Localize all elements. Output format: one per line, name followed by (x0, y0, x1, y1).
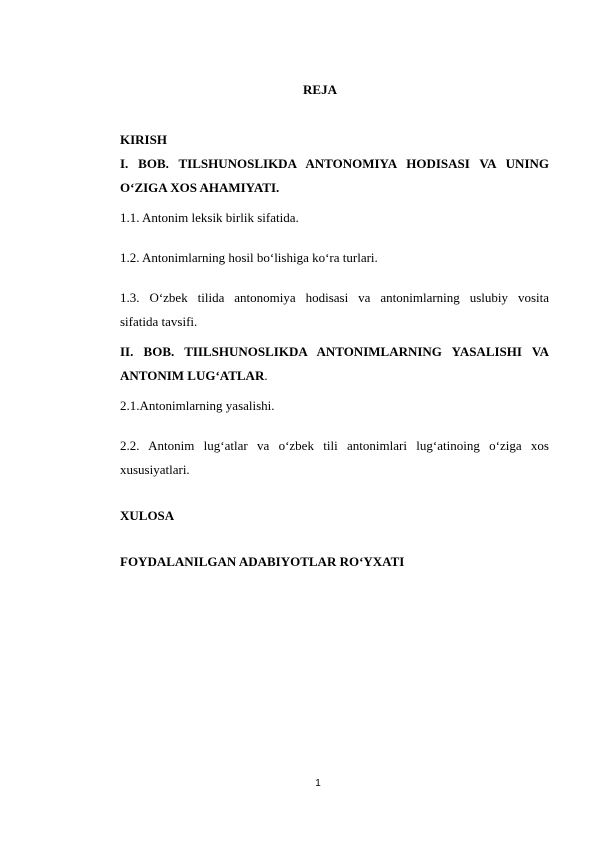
toc-chapter-1-line-1: I. BOB. TILSHUNOSLIKDA ANTONOMIYA HODISASI VA UNING (120, 156, 549, 171)
toc-chapter-2-line-1: II. BOB. TIILSHUNOSLIKDA ANTONIMLARNING YASALISHI VA (120, 344, 549, 359)
table-of-contents (120, 128, 549, 574)
toc-references: FOYDALANILGAN ADABIYOTLAR RO‘YXATI (120, 554, 405, 569)
toc-chapter-2-line-2 (120, 364, 549, 388)
toc-chapter-2-line-2-tail: . (264, 368, 268, 383)
toc-section-2-2-line-2: xususiyatlari. (120, 462, 190, 477)
toc-conclusion: XULOSA (120, 508, 175, 523)
toc-chapter-2-line-2-bold: ANTONIM LUG‘ATLAR (120, 368, 265, 383)
toc-chapter-1-line-2: O‘ZIGA XOS AHAMIYATI. (120, 180, 280, 195)
toc-intro: KIRISH (120, 132, 167, 147)
toc-section-1-2: 1.2. Antonimlarning hosil bo‘lishiga ko‘ra turlari. (120, 250, 378, 265)
toc-section-1-3-line-1: 1.3. O‘zbek tilida antonomiya hodisasi va antonimlarning uslubiy vosita (120, 290, 549, 305)
page-title: REJA (303, 82, 337, 97)
toc-section-2-2-line-1: 2.2. Antonim lug‘atlar va o‘zbek tili antonimlari lug‘atinoing o‘ziga xos (120, 438, 549, 453)
toc-section-1-1: 1.1. Antonim leksik birlik sifatida. (120, 210, 299, 225)
page-number: 1 (315, 778, 321, 789)
toc-section-2-1: 2.1.Antonimlarning yasalishi. (120, 398, 275, 413)
toc-section-1-3-line-2: sifatida tavsifi. (120, 314, 198, 329)
